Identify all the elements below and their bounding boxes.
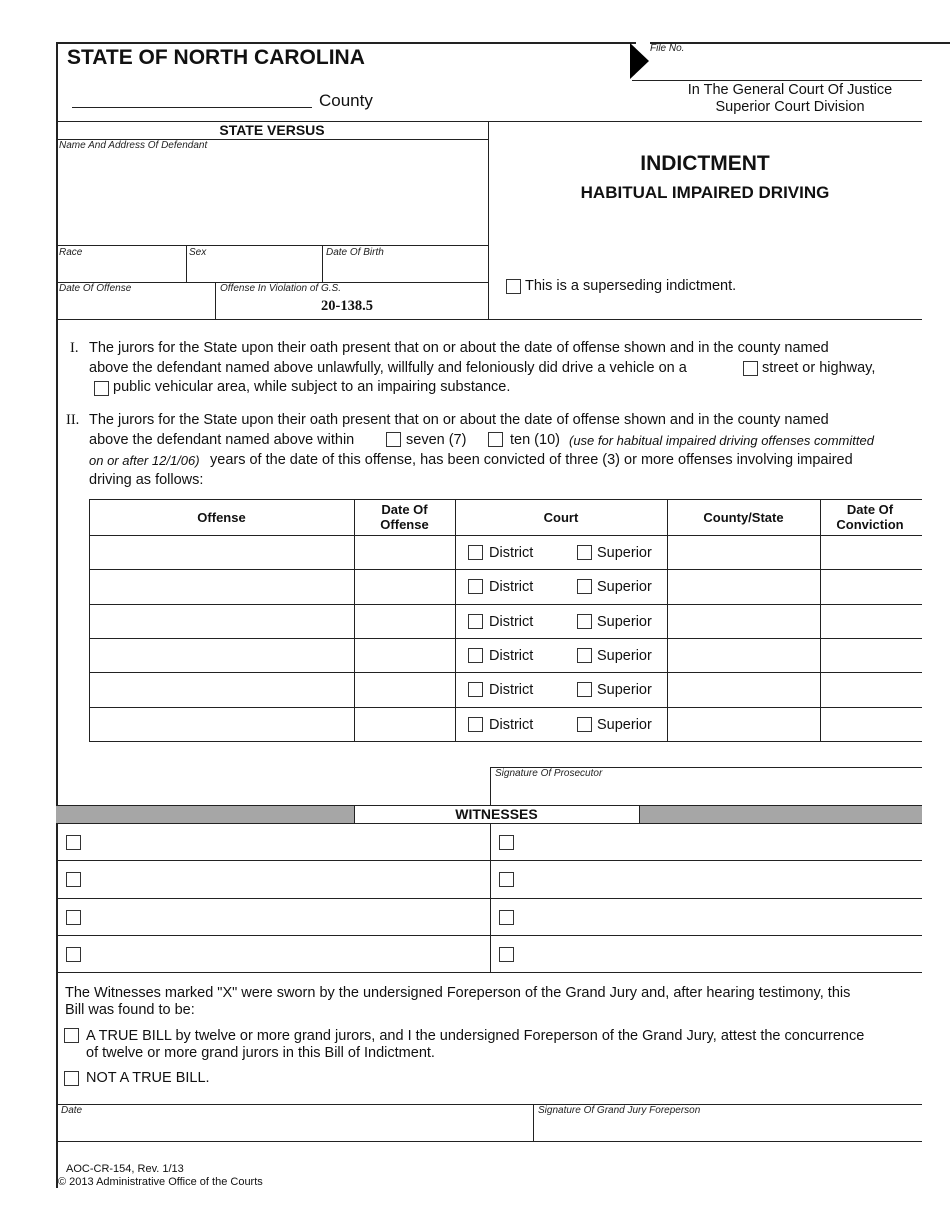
offense-cell[interactable] [91,709,352,739]
superior-label: Superior [597,613,652,630]
date-offense-divider [215,282,216,320]
county-label: County [319,91,373,110]
count-2-line-3: years of the date of this offense, has been convicted of three (3) or more offenses involving impaired [210,452,853,468]
superior-checkbox[interactable] [577,682,592,697]
witness-name-field[interactable] [85,864,485,893]
witness-row-line [56,935,922,936]
table-row-line [89,569,922,570]
district-checkbox[interactable] [468,717,483,732]
table-top-line [89,499,922,500]
witness-sworn-checkbox[interactable] [66,835,81,850]
header-offense: Offense [197,510,246,525]
violation-value: 20-138.5 [321,298,373,314]
count-1-line-2: above the defendant named above unlawfully, willfully and feloniously did drive a vehicle on a [89,360,687,376]
offense-cell[interactable] [91,606,352,636]
sex-label: Sex [189,247,207,258]
table-left-line [89,499,90,741]
offense-cell[interactable] [91,640,352,670]
grand-jury-statement-2: Bill was found to be: [65,1002,195,1018]
witness-bar-bottom [56,823,922,824]
table-col-line-3 [667,499,668,741]
witness-name-field[interactable] [518,939,918,968]
conviction-date-cell[interactable] [822,709,920,739]
conviction-date-cell[interactable] [822,537,920,567]
county-state-cell[interactable] [669,709,818,739]
witness-row-line [56,972,922,973]
sex-divider [322,245,323,282]
header-court: Court [543,510,579,525]
violation-label: Offense In Violation of G.S. [220,283,341,294]
count-2-line-1: The jurors for the State upon their oath present that on or about the date of offense shown and in the county named [89,412,829,428]
section-bottom-line [56,319,922,320]
date-offense-cell[interactable] [356,709,453,739]
indictment-subtitle: HABITUAL IMPAIRED DRIVING [580,183,830,202]
superior-label: Superior [597,647,652,664]
count-2-line-4: driving as follows: [89,472,204,488]
superior-checkbox[interactable] [577,545,592,560]
conviction-date-cell[interactable] [822,606,920,636]
conviction-date-cell[interactable] [822,571,920,601]
date-sig-divider [533,1104,534,1142]
form-number: AOC-CR-154, Rev. 1/13 [66,1163,184,1175]
count-2-line-2-pre: above the defendant named above within [89,432,355,448]
county-state-cell[interactable] [669,571,818,601]
count-2-numeral: II. [66,412,80,428]
district-label: District [489,682,534,699]
defendant-divider [488,121,489,320]
header-conviction-2: Conviction [836,517,904,532]
district-label: District [489,613,534,630]
superior-checkbox[interactable] [577,614,592,629]
header-conviction-1: Date Of [846,502,894,517]
district-checkbox[interactable] [468,579,483,594]
witness-name-field[interactable] [85,827,485,856]
witness-sworn-checkbox[interactable] [66,872,81,887]
witness-sworn-checkbox[interactable] [66,947,81,962]
date-offense-cell[interactable] [356,606,453,636]
name-address-label: Name And Address Of Defendant [59,140,208,151]
witness-bar-divider-right [639,805,640,823]
county-state-cell[interactable] [669,537,818,567]
street-highway-label: street or highway, [762,360,876,376]
seven-years-checkbox[interactable] [386,432,401,447]
witness-sworn-checkbox[interactable] [499,835,514,850]
date-field[interactable] [58,1118,530,1140]
conviction-date-cell[interactable] [822,674,920,704]
date-sig-bottom-line [56,1141,922,1142]
date-offense-cell[interactable] [356,640,453,670]
table-col-line-1 [354,499,355,741]
superior-checkbox[interactable] [577,717,592,732]
count-1-numeral: I. [70,340,79,356]
district-label: District [489,579,534,596]
file-no-input[interactable] [632,80,922,81]
race-divider [186,245,187,282]
table-col-line-4 [820,499,821,741]
superseding-checkbox[interactable] [506,279,521,294]
witness-sworn-checkbox[interactable] [499,910,514,925]
offense-cell[interactable] [91,674,352,704]
witness-sworn-checkbox[interactable] [66,910,81,925]
superseding-label: This is a superseding indictment. [525,278,737,294]
file-no-marker-icon [630,43,649,79]
state-versus-label: STATE VERSUS [219,122,325,138]
foreperson-signature-field[interactable] [535,1118,921,1140]
file-no-label: File No. [650,43,685,54]
table-row-line [89,604,922,605]
county-state-cell[interactable] [669,640,818,670]
county-state-cell[interactable] [669,606,818,636]
table-row-line [89,741,922,742]
witness-sworn-checkbox[interactable] [499,947,514,962]
witness-name-field[interactable] [518,864,918,893]
witness-row-line [56,898,922,899]
witness-sworn-checkbox[interactable] [499,872,514,887]
district-label: District [489,545,534,561]
table-header-bottom-line [89,535,922,536]
table-row-line [89,672,922,673]
witness-name-field[interactable] [85,939,485,968]
date-label: Date [61,1105,83,1116]
district-label: District [489,716,534,733]
county-input[interactable] [72,107,312,108]
header-date-offense-2: Offense [380,517,429,532]
table-row-line [89,707,922,708]
date-offense-label: Date Of Offense [59,283,132,294]
not-true-bill-label: NOT A TRUE BILL. [86,1070,210,1086]
name-address-field[interactable] [58,154,486,244]
witness-name-field[interactable] [85,902,485,931]
district-checkbox[interactable] [468,682,483,697]
district-checkbox[interactable] [468,545,483,560]
seven-years-label: seven (7) [406,432,467,448]
county-state-cell[interactable] [669,674,818,704]
date-offense-cell[interactable] [356,537,453,567]
foreperson-signature-label: Signature Of Grand Jury Foreperson [538,1105,701,1116]
ten-years-label: ten (10) [510,432,560,448]
top-border-right [650,42,950,44]
top-border [56,42,636,44]
true-bill-line-1: A TRUE BILL by twelve or more grand jurors, and I the undersigned Foreperson of the Grand Jury, attest the concurrence [86,1028,865,1044]
date-sig-top-line [56,1104,922,1105]
superior-label: Superior [597,545,652,561]
prosecutor-signature-field[interactable] [492,782,922,804]
superior-checkbox[interactable] [577,579,592,594]
street-highway-checkbox[interactable] [743,361,758,376]
table-col-line-2 [455,499,456,741]
public-area-checkbox[interactable] [94,381,109,396]
superior-checkbox[interactable] [577,648,592,663]
conviction-date-cell[interactable] [822,640,920,670]
table-row-line [89,638,922,639]
grand-jury-statement-1: The Witnesses marked "X" were sworn by the undersigned Foreperson of the Grand Jury and, after hearing testimony, this [65,985,851,1001]
public-area-label: public vehicular area, while subject to an impairing substance. [113,379,511,395]
district-checkbox[interactable] [468,648,483,663]
copyright: © 2013 Administrative Office of the Courts [58,1176,263,1188]
count-2-line-2-italic: (use for habitual impaired driving offenses committed [569,433,874,448]
true-bill-line-2: of twelve or more grand jurors in this Bill of Indictment. [86,1045,435,1061]
header-date-offense-1: Date Of [381,502,428,517]
not-true-bill-checkbox[interactable] [64,1071,79,1086]
court-line-1: In The General Court Of Justice [687,82,893,98]
state-title: STATE OF NORTH CAROLINA [67,46,365,69]
date-offense-cell[interactable] [356,571,453,601]
superior-label: Superior [597,682,652,699]
superior-label: Superior [597,579,652,596]
header-county-state: County/State [703,510,784,525]
true-bill-checkbox[interactable] [64,1028,79,1043]
date-offense-cell[interactable] [356,674,453,704]
district-checkbox[interactable] [468,614,483,629]
offense-cell[interactable] [91,571,352,601]
count-2-line-3-italic: on or after 12/1/06) [89,453,200,468]
race-label: Race [59,247,83,258]
race-line [56,245,488,246]
indictment-title: INDICTMENT [640,152,770,175]
dob-label: Date Of Birth [326,247,384,258]
witness-bar-right [639,805,922,823]
witness-row-line [56,860,922,861]
ten-years-checkbox[interactable] [488,432,503,447]
witness-bar-left [56,805,354,823]
superior-label: Superior [597,716,652,733]
district-label: District [489,647,534,664]
witnesses-label: WITNESSES [455,806,538,822]
offense-cell[interactable] [91,537,352,567]
prosecutor-divider [490,767,491,805]
court-line-2: Superior Court Division [715,99,865,115]
prosecutor-signature-label: Signature Of Prosecutor [495,768,603,779]
witness-name-field[interactable] [518,827,918,856]
witness-name-field[interactable] [518,902,918,931]
count-1-line-1: The jurors for the State upon their oath present that on or about the date of offense shown and in the county named [89,340,829,356]
